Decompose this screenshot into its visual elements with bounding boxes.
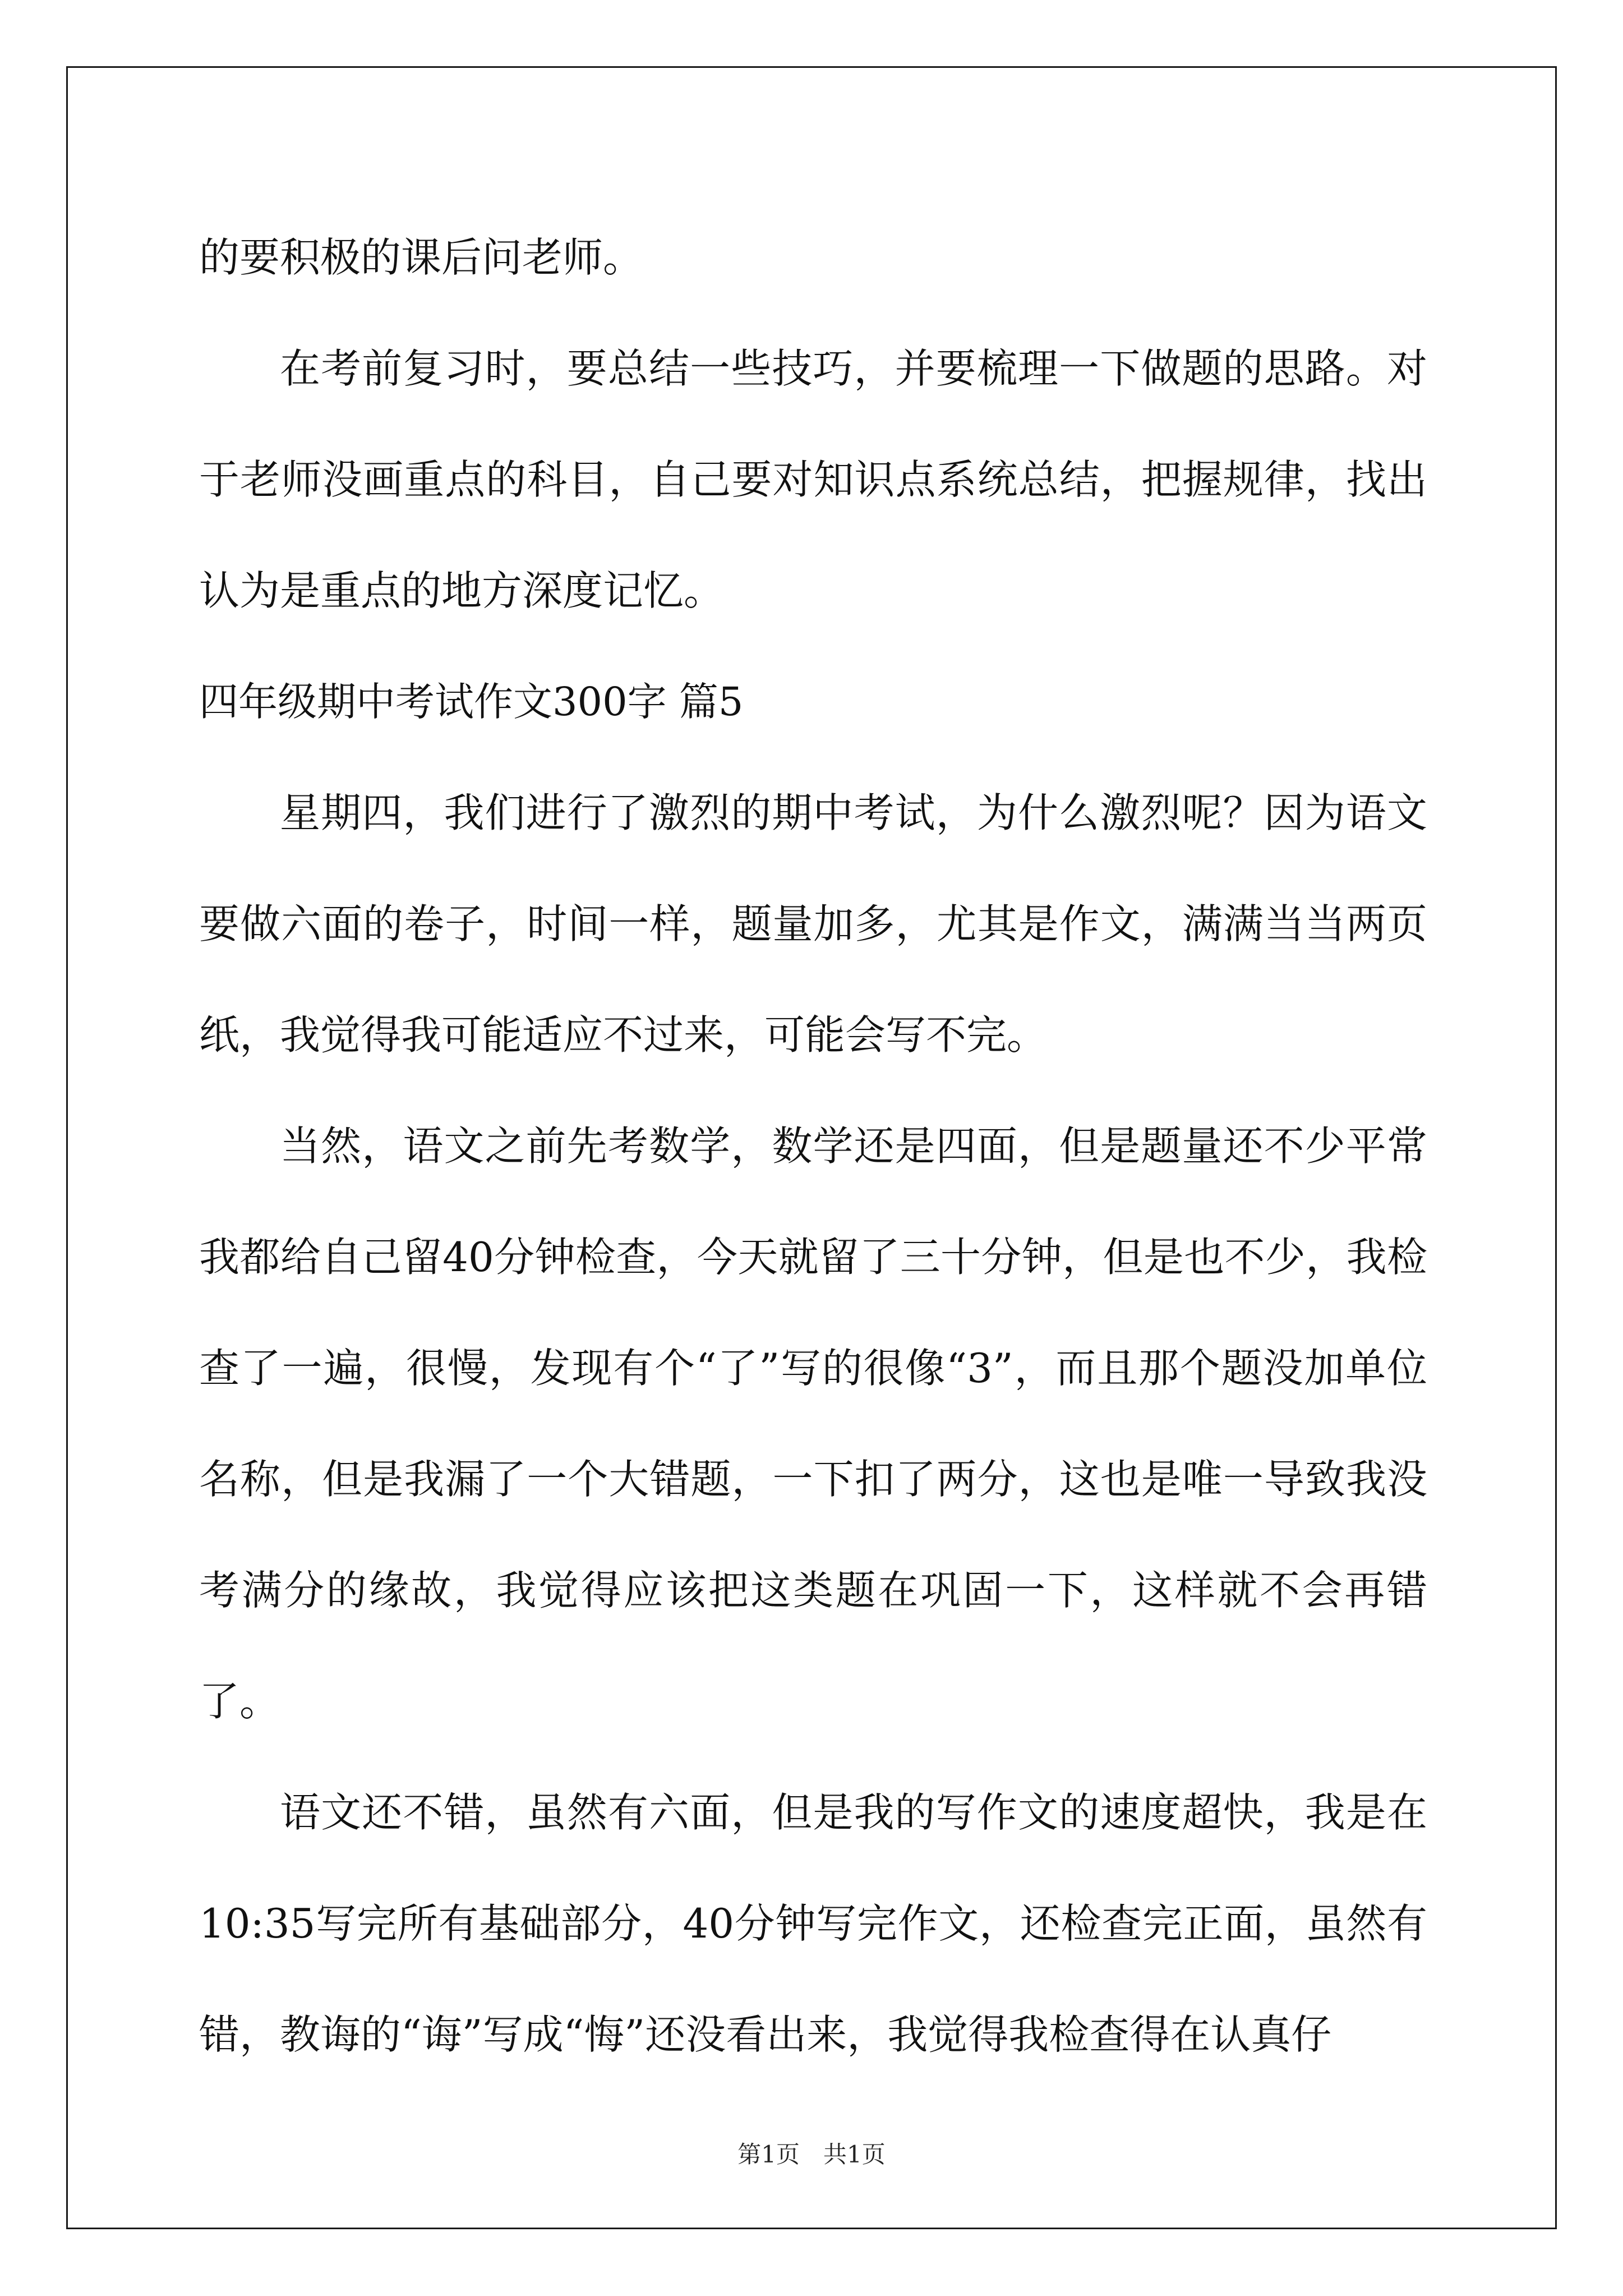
paragraph: 在考前复习时，要总结一些技巧，并要梳理一下做题的思路。对于老师没画重点的科目，自己要对知识点系统总结，把握规律，找出认为是重点的地方深度记忆。 xyxy=(199,345,1427,614)
paragraph: 星期四，我们进行了激烈的期中考试，为什么激烈呢？因为语文要做六面的卷子，时间一样，题量加多，尤其是作文，满满当当两页纸，我觉得我可能适应不过来，可能会写不完。 xyxy=(199,789,1427,1059)
document-body xyxy=(199,202,1427,2090)
page-footer: 第1页 共1页 xyxy=(737,2141,886,2168)
paragraph: 语文还不错，虽然有六面，但是我的写作文的速度超快，我是在10:35写完所有基础部分，40分钟写完作文，还检查完正面，虽然有错，教诲的“诲”写成“悔”还没看出来，我觉得我检查得在认真仔 xyxy=(199,1789,1427,2058)
paragraph: 的要积极的课后问老师。 xyxy=(199,234,644,281)
section-heading: 四年级期中考试作文300字 篇5 xyxy=(199,679,744,725)
paragraph: 当然，语文之前先考数学，数学还是四面，但是题量还不少平常我都给自己留40分钟检查，今天就留了三十分钟，但是也不少，我检查了一遍，很慢，发现有个“了”写的很像“3”，而且那个题没加单位名称，但是我漏了一个大错题，一下扣了两分，这也是唯一导致我没考满分的缘故，我觉得应该把这类题在巩固一下，这样就不会再错了。 xyxy=(199,1122,1427,1725)
